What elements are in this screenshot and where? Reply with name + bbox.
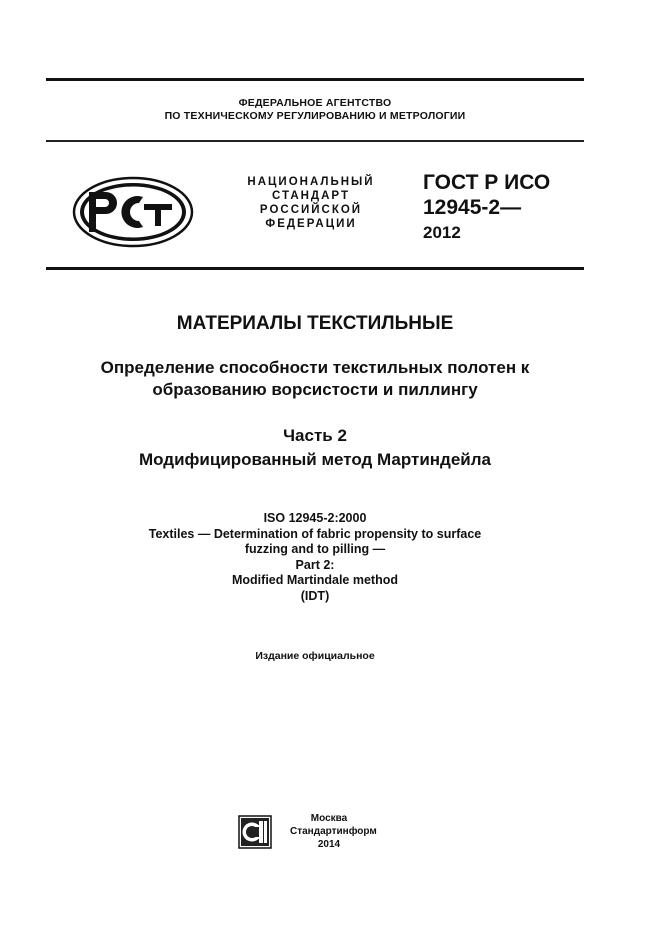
agency-name: [46, 97, 584, 123]
iso-idt: (IDT): [300, 588, 330, 603]
part-label: Часть 2: [283, 426, 347, 445]
edition-label: Издание официальное: [255, 650, 375, 662]
publisher-name: Стандартинформ: [290, 826, 377, 837]
subtitle-line-2: образованию ворсистости и пиллингу: [152, 380, 478, 399]
iso-title-line-1: Textiles — Determination of fabric propensity to surface: [148, 526, 482, 541]
publisher-info: [290, 812, 377, 851]
iso-number: ISO 12945-2:2000: [263, 511, 367, 525]
national-standard-label: [236, 175, 386, 231]
rst-gost-emblem-icon: [72, 176, 194, 248]
national-line-2: СТАНДАРТ: [272, 190, 350, 202]
publisher-city: Москва: [310, 813, 348, 824]
agency-line-2: ПО ТЕХНИЧЕСКОМУ РЕГУЛИРОВАНИЮ И МЕТРОЛОГИИ: [164, 110, 466, 122]
standard-code: ГОСТ Р ИСО: [423, 171, 551, 194]
part-title: Модифицированный метод Мартиндейла: [138, 450, 492, 469]
middle-rule: [46, 140, 584, 142]
national-line-1: НАЦИОНАЛЬНЫЙ: [247, 176, 375, 188]
iso-title-line-2: fuzzing and to pilling —: [244, 542, 386, 556]
standartinform-logo-icon: [238, 815, 272, 849]
subtitle-line-1: Определение способности текстильных полотен к: [100, 358, 530, 377]
iso-part: Part 2:: [295, 557, 335, 572]
national-line-3: РОССИЙСКОЙ: [259, 204, 363, 216]
national-line-4: ФЕДЕРАЦИИ: [265, 218, 357, 230]
standard-year: 2012: [423, 223, 461, 242]
part-heading: [30, 424, 600, 472]
publisher-year: 2014: [317, 839, 341, 850]
agency-line-1: ФЕДЕРАЛЬНОЕ АГЕНТСТВО: [238, 97, 392, 109]
document-subtitle: [30, 357, 600, 401]
iso-method: Modified Martindale method: [232, 573, 398, 587]
top-rule: [46, 78, 584, 81]
document-title: МАТЕРИАЛЫ ТЕКСТИЛЬНЫЕ: [176, 313, 454, 334]
standard-number: 12945-2—: [423, 196, 522, 219]
standard-designation: [423, 170, 550, 245]
iso-reference: [30, 511, 600, 604]
bottom-rule: [46, 267, 584, 270]
